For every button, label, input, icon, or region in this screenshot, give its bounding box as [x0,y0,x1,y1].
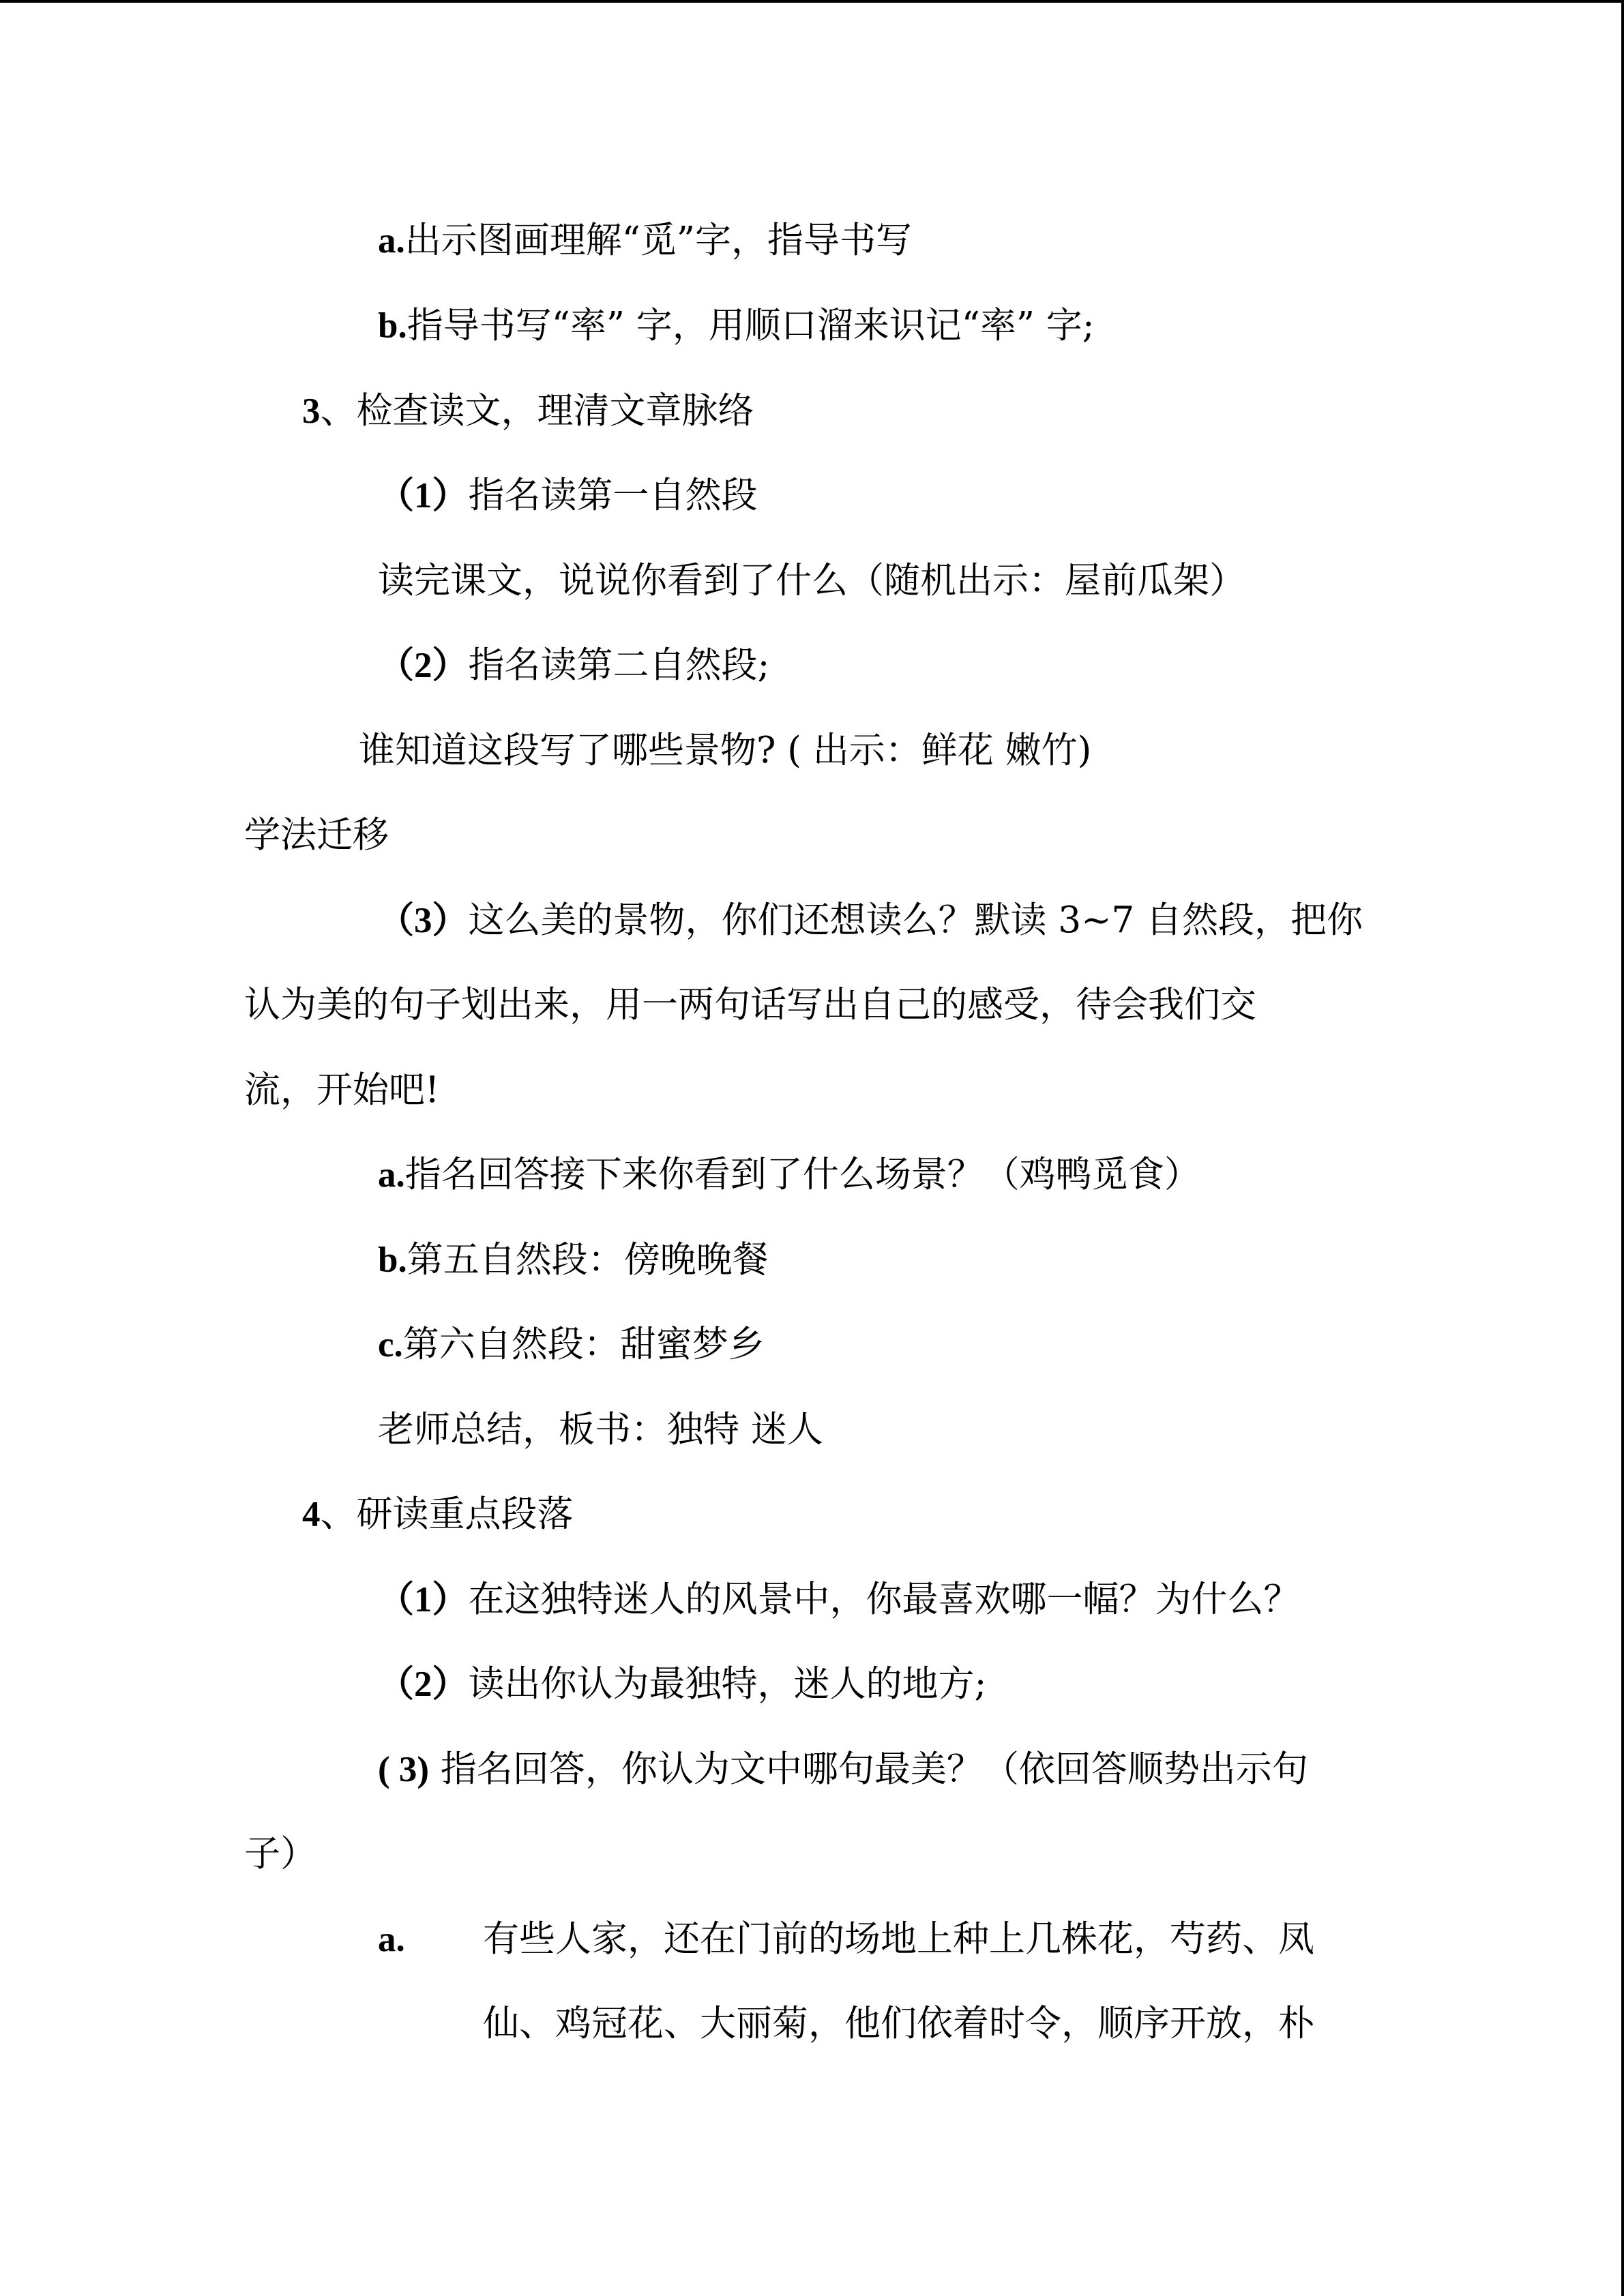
line-5-text: 读完课文，说说你看到了什么（随机出示：屋前瓜架） [378,560,1245,601]
line-15-text: 老师总结，板书：独特 迷人 [378,1409,823,1450]
line-6-prefix: （2） [378,646,469,685]
line-7 [359,727,1091,775]
line-17-text: 在这独特迷人的风景中，你最喜欢哪一幅？为什么？ [468,1579,1300,1620]
line-9 [378,897,1363,944]
line-6 [378,642,769,689]
line-18-prefix: （2） [378,1665,469,1704]
line-19-prefix: ( 3) [378,1750,430,1789]
line-1-text: 出示图画理解“觅”字，指导书写 [404,220,912,261]
line-4 [378,472,758,520]
line-4-prefix: （1） [378,476,469,516]
line-18-text: 读出你认为最独特，迷人的地方; [468,1663,987,1705]
line-15 [378,1406,823,1454]
line-1-prefix: a. [378,221,405,260]
line-10 [244,981,1256,1029]
line-13 [378,1236,769,1284]
line-17-prefix: （1） [378,1580,469,1620]
line-6-text: 指名读第二自然段; [468,644,770,686]
line-13-text: 第五自然段：傍晚晚餐 [407,1239,769,1281]
line-9-text: 这么美的景物，你们还想读么？默读 3~7 自然段，把你 [468,899,1363,941]
line-22 [483,2000,1314,2048]
line-7-text: 谁知道这段写了哪些景物? ( 出示：鲜花 嫩竹) [359,730,1092,771]
line-3-text: 、检查读文，理清文章脉络 [320,390,754,432]
line-14-prefix: c. [378,1325,403,1365]
line-8 [244,811,389,859]
line-16-prefix: 4 [302,1495,321,1534]
line-11 [244,1067,439,1114]
line-1 [378,217,912,265]
line-21-prefix: a. [378,1920,405,1959]
line-21 [378,1915,1314,1963]
line-13-prefix: b. [378,1240,407,1280]
line-3 [302,387,754,435]
line-10-text: 认为美的句子划出来，用一两句话写出自己的感受，待会我们交 [244,984,1256,1026]
line-2 [378,302,1095,350]
line-22-text: 仙、鸡冠花、大丽菊，他们依着时令，顺序开放，朴 [483,2003,1314,2044]
line-21-text: 有些人家，还在门前的场地上种上几株花，芍药、凤 [483,1918,1314,1960]
line-14-text: 第六自然段：甜蜜梦乡 [402,1324,765,1365]
line-2-text: 指导书写“率” 字，用顺口溜来识记“率” 字; [407,305,1095,346]
line-9-prefix: （3） [378,901,469,940]
line-19-text: 指名回答，你认为文中哪句最美？（依回答顺势出示句 [429,1748,1308,1790]
line-20-text: 子） [244,1833,316,1875]
line-16 [302,1491,574,1538]
line-4-text: 指名读第一自然段 [468,475,758,516]
line-12-prefix: a. [378,1155,405,1195]
line-12 [378,1151,1200,1199]
line-11-text: 流，开始吧! [244,1069,440,1111]
line-5 [378,557,1245,605]
line-2-prefix: b. [378,306,407,346]
line-8-text: 学法迁移 [244,814,389,856]
line-18 [378,1660,986,1708]
line-3-prefix: 3 [302,391,321,431]
line-20 [244,1830,316,1878]
line-12-text: 指名回答接下来你看到了什么场景？（鸡鸭觅食） [404,1154,1200,1195]
line-19 [378,1746,1308,1793]
line-17 [378,1576,1300,1624]
line-16-text: 、研读重点段落 [320,1493,574,1535]
line-14 [378,1321,765,1369]
